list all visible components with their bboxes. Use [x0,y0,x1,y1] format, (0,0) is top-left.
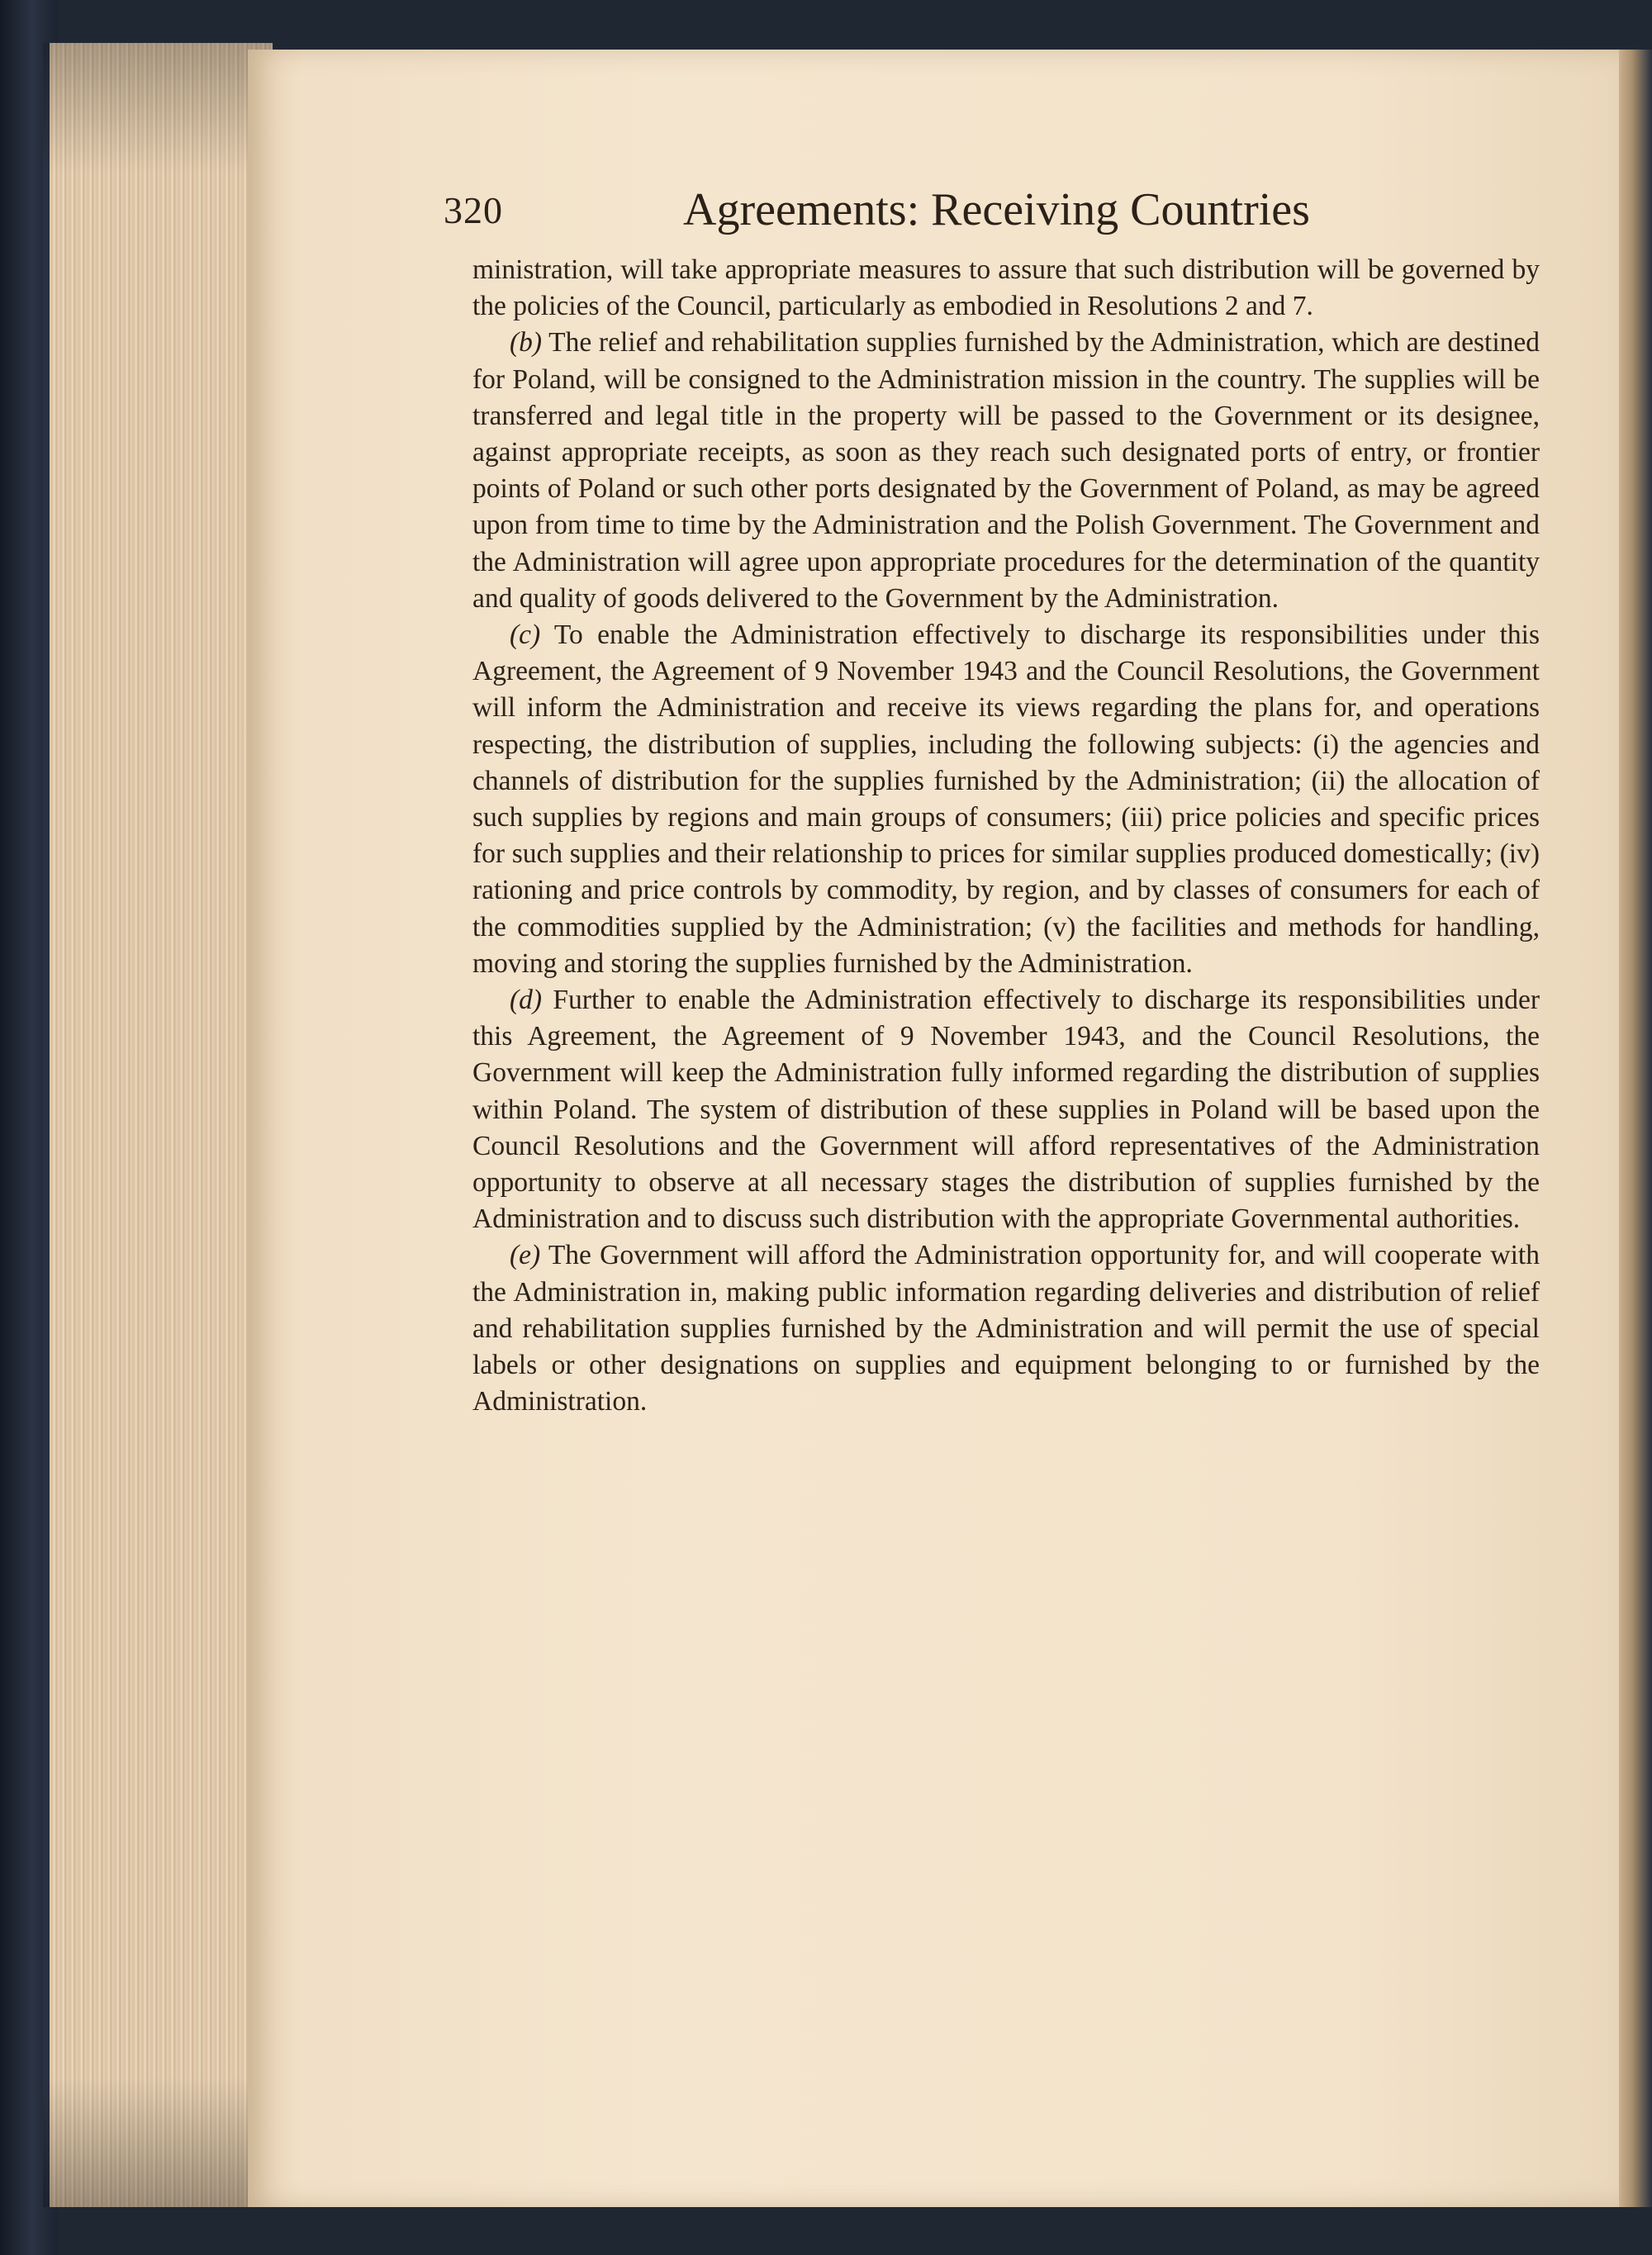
paragraph-text: The relief and rehabilitation supplies furnished by the Administration, which are destined for Poland, will be consigned to the Administration mission in the country. The supplies will be transferred and legal title in the property will be passed to the Government or its designee, against appropriate receipts, as soon as they reach such designated ports of entry, or frontier points of Poland or such other ports designated by the Government of Poland, as may be agreed upon from time to time by the Administration and the Polish Government. The Government and the Administration will agree upon appropriate procedures for the determination of the quantity and quality of goods delivered to the Government by the Administration. [472,327,1540,614]
paragraph-label: (b) [510,327,543,358]
paragraph-d [472,982,1540,1237]
running-header [444,183,1311,241]
page-number: 320 [444,189,503,231]
paragraph-text: The Government will afford the Administration opportunity for, and will cooperate with the Administration in, making public information regarding deliveries and distribution of relief and rehabilitation supplies furnished by the Administration and will permit the use of special labels or other designations on supplies and equipment belonging to or furnished by the Administration. [472,1240,1540,1417]
paragraph-label: (d) [510,985,543,1016]
paragraph-label: (e) [510,1240,541,1271]
paragraph-b [472,325,1540,617]
paragraph-text: Further to enable the Administration effectively to discharge its responsibilities under this Agreement, the Agreement of 9 November 1943, and the Council Resolutions, the Government will keep the Administration fully informed regarding the distribution of supplies within Poland. The system of distribution of these supplies in Poland will be based upon the Council Resolutions and the Government will afford representatives of the Administration opportunity to observe at all necessary stages the distribution of supplies furnished by the Administration and to discuss such distribution with the appropriate Governmental authorities. [472,985,1540,1235]
paragraph-label: (c) [510,620,541,651]
paragraph-text: ministration, will take appropriate measures to assure that such distribution will be governed by the policies of the Council, particularly as embodied in Resolutions 2 and 7. [472,254,1540,322]
paragraph-continuation [472,252,1540,325]
facing-page-gutter [1619,50,1652,2207]
running-title: Agreements: Receiving Countries [683,184,1310,235]
body-text [472,252,1540,1421]
paragraph-text: To enable the Administration effectively to discharge its responsibilities under this Agreement, the Agreement of 9 November 1943 and the Council Resolutions, the Government will inform the Administration and receive its views regarding the plans for, and operations respecting, the distribution of supplies, including the following subjects: (i) the agencies and channels of distribution for the supplies furnished by the Administration; (ii) the allocation of such supplies by regions and main groups of consumers; (iii) price policies and specific prices for such supplies and their relationship to prices for similar supplies produced domestically; (iv) rationing and price controls by commodity, by region, and by classes of consumers for each of the commodities supplied by the Administration; (v) the facilities and methods for handling, moving and storing the supplies furnished by the Administration. [472,620,1540,979]
page-edges [43,43,273,2207]
paragraph-e [472,1237,1540,1420]
paragraph-c [472,617,1540,982]
